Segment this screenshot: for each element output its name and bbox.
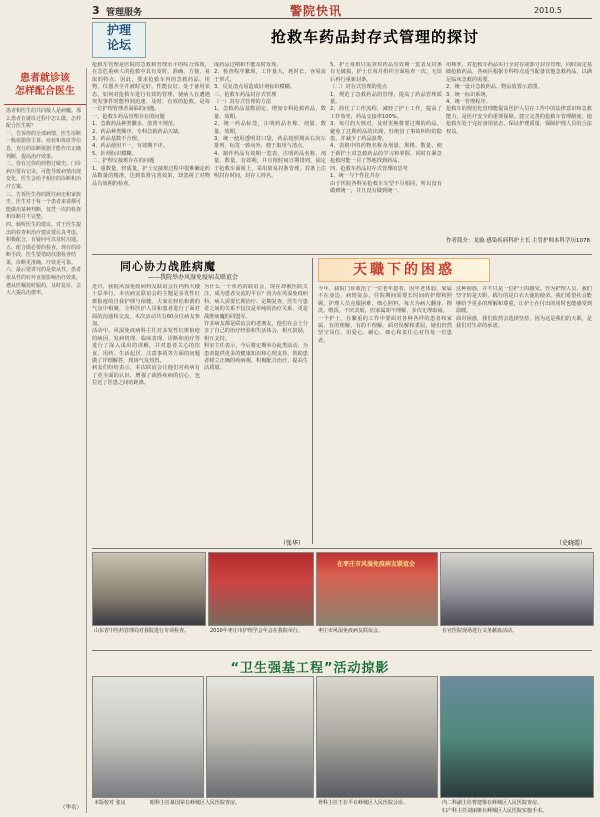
sidebar-author: （华名） <box>59 805 82 811</box>
photo-blood-donation <box>440 552 594 626</box>
sidebar-body: 患者和医生的共同敌人是病魔。那么患者在就诊过程中怎么做，怎样配合医生呢？ 一、告诉你的全部病情。医生诊断一般依据你主诉、症状和体征等信息，充分的诊断依据才能作出正确判断，提高治疗效果。 二、你有过你的药物过敏史。门诊病历要有记录，可能导致病情出现变化，医生会给予相应的诊断和治疗方案。 三、告诉医生你的既往病史和家族史。医生对于每一个患者来说都可能做出某种判断，仅凭一次的检查和诊断并不完整。 四、倾听医生的建议。对于医生提出的检查和治疗建议要认真考虑，积极配合，有疑问可以及时沟通。 五、配合做必要的检查。现有的诊断手段，医生要借助仪器检查结果，诊断更准确，疗效更可靠。 六、最后要讲究的是依从性。患者依从性的好坏直接影响治疗效果，遵从医嘱按时服药，及时复诊，会大大提高治愈率。 <box>6 108 82 297</box>
article2-col1: 近日，我院风湿免疫病科友联谊会在内科大楼十层举行，本次病友联谊会的主题是多发性红斑狼疮的自我护理与保健。大家在轻松和谐的气氛中相聚，全科医护人员和患者进行了面对面的沟通和交流。本次活动共有60余位病友参加。 活动中，风湿免疫病科主任对多发性红斑狼疮的病因、发病机理、临床表现、诊断和治疗等进行了深入浅出的讲解，并对患者关心的饮食、用药、生活起居、注意事项等方面的问题做了详细解答，现场气氛热烈。 病友们纷纷表示，本次联谊会让他们对疾病有了更全面的认识，增强了战胜疾病的信心，也拉近了医患之间的距离。 <box>92 284 200 387</box>
article1-col4: 用频率，对抢救车药品实行全封存或部分封存管理，同时固定基础抢救药品，各病区根据专科特点适当配备其他急救药品，以满足临床急救的需要。 2、统一设计急救药品、物品放置示意图。 3、统一标识系统。 4、统一管理程序。 抢救车的规范化管理能提高医护人员在工作中的法律意识和急救能力，是医疗安全的重要保障。建立完善的抢救车管理制度，使抢救车处于完好备用状态，保证护理质量，保障护理人员的合法权益。 <box>446 62 592 135</box>
article3-title: 天職下的困惑 <box>318 258 490 282</box>
photo8-caption: 妇产科主任刘丽娅在峄城区人民医院实施手术。 <box>442 808 548 814</box>
photo3-caption: 枣庄市风湿免疫病友联谊会。 <box>318 628 384 634</box>
sidebar-title-line2: 怎样配合医生 <box>15 86 75 97</box>
article1-col2: 成药品过期和不能及时发现。 2、检查程序繁琐，工作量大，耗时长，容易流于形式。 3、反复清点易造成针剂标识模糊。 三、抢救车药品封存式管理 （一）封存式管理的方法 1、急救药品基数固定，增加专科抢救药品，数量、效期。 2、统一药品标签，注明药品名称、剂量、数量、效期。 3、统一使用透明封口袋，药品按照期从右向左排列，标签一致向外，便于取用与清点。 4、制作药品有效期一览表，注明药品名称、剂量、数量、有效期，并且按时间日期排列，固定于抢救车面板上，采用简易封条管理，封条上注明封存时间，封存人姓名。 <box>214 62 326 180</box>
photo-inspection <box>92 552 206 626</box>
photo-internal-medicine <box>316 676 438 798</box>
photo-orthopedics <box>206 676 314 798</box>
banner-text: 在枣庄市风湿免疫病友联谊会 <box>336 561 415 568</box>
photo7-caption: 内二科副主任曹建梁在峄城区人民医院查房。 <box>442 800 543 806</box>
photo-nursing-meeting <box>208 552 314 626</box>
article2-col2: 为什么一个单名的联谊会，现在却被医院关注，成为患者交流的平台？因为在风湿免疫病科，病人需要长期治疗、定期复查，医生与患者之间的关系不仅仅是单纯的治疗关系，更是战胜病魔的同盟军。 许多病友都是联谊会的老朋友，他们在会上分享了自己的治疗经验和生活体会，相互鼓励，相互支持。 科室主任表示，今后将定期举办此类活动，为患者提供更多的健康知识和心理支持，帮助患者树立正确的疾病观，积极配合治疗，提高生活质量。 <box>204 284 308 372</box>
column-tag-line1: 护理 <box>106 23 131 37</box>
article3-author: （史晓霞） <box>556 540 587 547</box>
article4-title: “卫生强基工程”活动掠影 <box>230 661 390 676</box>
article3-col1: 今年，我院门诊收治了一位老年患者，因年老体弱，家属不在身边，病情复杂，住院期间需要长时间的护理和照顾。护理人员克服困难，细心照料，每天为病人翻身、擦洗、喂饭，不厌其烦，但家属却不理解，多次无理取闹。 一个护士，在繁重的工作中要面对各种各样的患者和家属，有的理解，有的不理解。面对误解和委屈，她们仍然坚守岗位，用爱心、耐心、细心和责任心对待每一位患者。 <box>318 286 452 344</box>
article1-byline: 作者简介：龙璇 感染疾病科护士长 主管护师本科学历1078 <box>446 238 590 244</box>
photo1-caption: 山东省中医药管理局对我院进行专项检查。 <box>94 628 190 634</box>
photo-patient-meeting <box>316 552 438 626</box>
article2-author: （张华） <box>280 540 305 547</box>
article3-col2: 这种困惑，并不只是一位护士的感受。作为护理人员，我们坚守的是天职，践行的是白衣天使的使命。我们希望社会能够给予更多的理解和尊重，让护士在付出的同时也能感受到温暖。 面对困惑，我们依然会选择坚持，因为这是我们的天职，是我们对生命的承诺。 <box>456 286 592 330</box>
issue-date: 2010.5 <box>534 6 562 15</box>
header-rule <box>92 18 592 19</box>
proofreader-caption: 本版校对 张良 <box>94 800 126 806</box>
sidebar-title <box>4 68 86 105</box>
article1-col1: 抢救车管理是医院的急救和管理水平的综合体现，在急危重病人的抢救中具有及时、准确、方便、易取的特点。因此，要求抢救车内的急救药品、用物，仪器齐全并被时完好、性能良好。处于备用状态。如何对抢救车进行有效的管理，使病人在遭遇突发事件时能得到迅速、及时、有效的抢救。是每一位护理管理者面临的问题。 一、抢救车药品管理存在的问题 1、急救药品种类繁多，放置不规范。 2、药品种类顺序，专科急救药品欠缺。 3、药品基数不合理。 4、药品使用不一，有效期不详。 5、针剂标识模糊。 二、护理交接班存在的问题 1、重数量，轻质量。护士交接班过程中很难确定药品数量的精准，达到监督完善效果，却忽视了对物品有效期的检查。 <box>92 62 210 187</box>
section-name: 管理服务 <box>106 8 143 18</box>
photo-divider <box>92 548 592 549</box>
photo2-caption: 2010年枣庄市护理学会年会在我院举行。 <box>210 628 303 634</box>
masthead-logo: 警院快讯 <box>290 4 343 18</box>
photo5-caption: 眼科主任暴国荣在峄城区人民医院查房。 <box>150 800 241 806</box>
column-tag-line2: 论坛 <box>106 38 131 52</box>
article2-subtitle: ——我院举办风湿免疫病友联谊会 <box>148 274 239 281</box>
page-number: 3 <box>92 4 100 17</box>
column-tag <box>92 22 146 58</box>
sidebar-title-line1: 患者就诊该 <box>20 73 70 84</box>
article1-col3: 5、护士每班只需查对药品有效期一览表及封条有无破损，护士长每月组织全面检查一次，无误后再行重新封条。 （二）封存式管理的优点 1、规范了急救药品的管理，提高了药品管理质量。 2、简化了工作流程，减轻了护士工作，提高了工作效率，药品交接率100%。 3、每月的大核对，及时更换将要过期的药品，避免了过期药品的出现，杜绝因了事故纠纷的隐患，并减少了药品浪费。 4、表格中的药物名称及剂量、规格、数量，便于新护士对急救药品的学习和掌握，同时在紧急抢救时能一目了然地找到药品。 四、抢救车药品封存式管理的思考 1、统一与个性化共存 由于医院各科室抢救车车型不尽相同，所以没有做到统一，并且没有做到统一。 <box>330 62 442 194</box>
photo4-caption: 在官医院现场进行义务献血活动。 <box>442 628 518 634</box>
sidebar-article <box>4 68 87 813</box>
article2-title: 同心协力战胜病魔 <box>120 260 216 273</box>
article1-title: 抢救车药品封存式管理的探讨 <box>270 28 479 46</box>
photo6-caption: 骨科主任王在平在峄城区人民医院会诊。 <box>318 800 409 806</box>
photo-ophthalmology <box>92 676 204 798</box>
photo-surgery <box>440 676 594 798</box>
photo-divider-2 <box>92 650 592 651</box>
column-divider <box>312 258 313 544</box>
section-divider <box>92 254 592 255</box>
